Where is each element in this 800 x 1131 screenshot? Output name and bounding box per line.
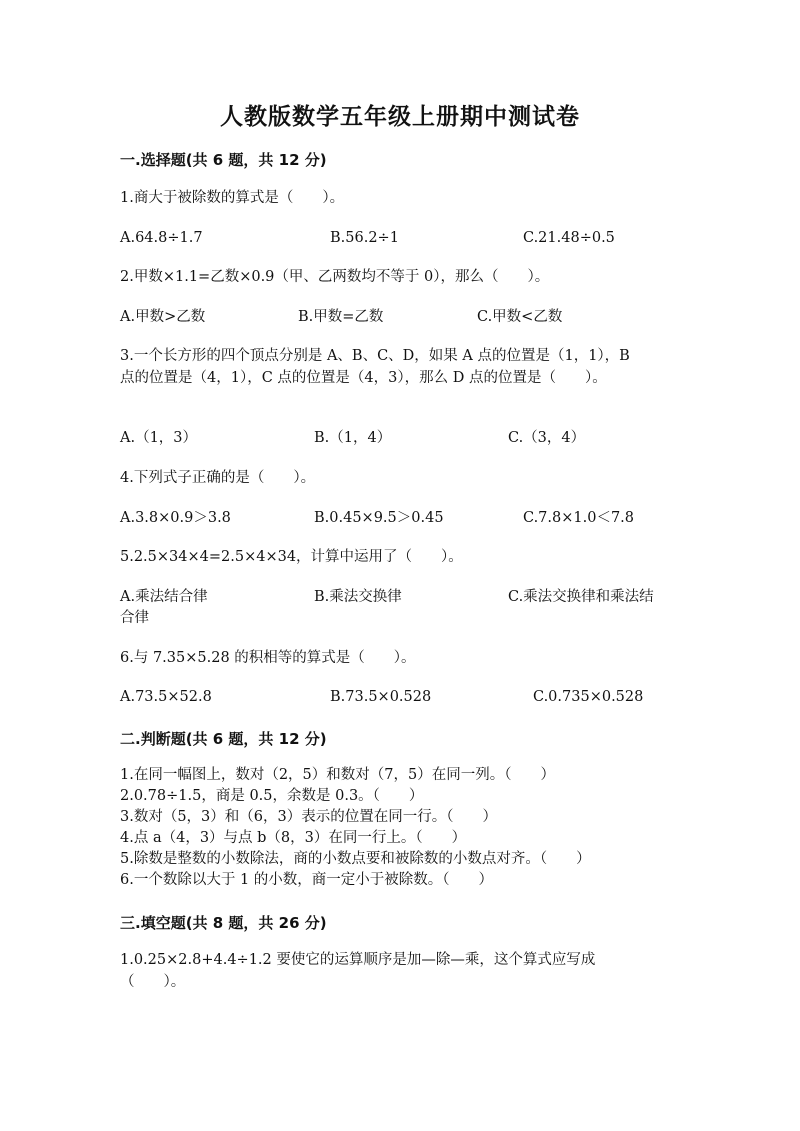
option-c: C.甲数<乙数 — [477, 309, 563, 325]
option-b: B.甲数=乙数 — [298, 309, 384, 325]
judge-item: 2.0.78÷1.5，商是 0.5，余数是 0.3。（ ） — [120, 788, 424, 804]
section-heading-fill: 三.填空题(共 8 题，共 26 分) — [120, 914, 327, 932]
option-b: B.56.2÷1 — [330, 230, 399, 246]
option-a: A.甲数>乙数 — [120, 309, 206, 325]
section-heading-judge: 二.判断题(共 6 题，共 12 分) — [120, 730, 327, 748]
option-c-continued: 合律 — [120, 610, 149, 626]
option-a: A.73.5×52.8 — [120, 689, 212, 705]
judge-item: 6.一个数除以大于 1 的小数，商一定小于被除数。（ ） — [120, 872, 494, 888]
question-stem: 2.甲数×1.1=乙数×0.9（甲、乙两数均不等于 0），那么（ ）。 — [120, 269, 550, 285]
fill-question-line: （ ）。 — [120, 974, 186, 990]
judge-item: 3.数对（5，3）和（6，3）表示的位置在同一行。（ ） — [120, 809, 497, 825]
option-b: B.（1，4） — [314, 430, 392, 446]
judge-item: 4.点 a（4，3）与点 b（8，3）在同一行上。（ ） — [120, 830, 467, 846]
section-heading-choice: 一.选择题(共 6 题，共 12 分) — [120, 151, 327, 169]
option-a: A.3.8×0.9＞3.8 — [120, 510, 231, 526]
option-c: C.（3，4） — [508, 430, 586, 446]
option-a: A.（1，3） — [120, 430, 198, 446]
option-b: B.73.5×0.528 — [330, 689, 432, 705]
option-a: A.乘法结合律 — [120, 589, 208, 605]
page-title: 人教版数学五年级上册期中测试卷 — [220, 104, 580, 130]
option-c: C.7.8×1.0＜7.8 — [523, 510, 635, 526]
judge-item: 5.除数是整数的小数除法，商的小数点要和被除数的小数点对齐。（ ） — [120, 851, 591, 867]
option-b: B.乘法交换律 — [314, 589, 402, 605]
question-stem: 1.商大于被除数的算式是（ ）。 — [120, 190, 345, 206]
option-c: C.21.48÷0.5 — [523, 230, 615, 246]
question-stem: 6.与 7.35×5.28 的积相等的算式是（ ）。 — [120, 650, 416, 666]
fill-question-line: 1.0.25×2.8+4.4÷1.2 要使它的运算顺序是加—除—乘，这个算式应写成 — [120, 952, 596, 968]
question-stem: 5.2.5×34×4=2.5×4×34，计算中运用了（ ）。 — [120, 549, 463, 565]
option-c: C.乘法交换律和乘法结 — [508, 589, 654, 605]
question-stem-line: 3.一个长方形的四个顶点分别是 A、B、C、D，如果 A 点的位置是（1，1），B — [120, 348, 630, 364]
question-stem: 4.下列式子正确的是（ ）。 — [120, 470, 316, 486]
option-c: C.0.735×0.528 — [533, 689, 644, 705]
option-a: A.64.8÷1.7 — [120, 230, 203, 246]
question-stem-line: 点的位置是（4，1），C 点的位置是（4，3），那么 D 点的位置是（ ）。 — [120, 370, 607, 386]
judge-item: 1.在同一幅图上，数对（2，5）和数对（7，5）在同一列。（ ） — [120, 767, 555, 783]
option-b: B.0.45×9.5＞0.45 — [314, 510, 444, 526]
